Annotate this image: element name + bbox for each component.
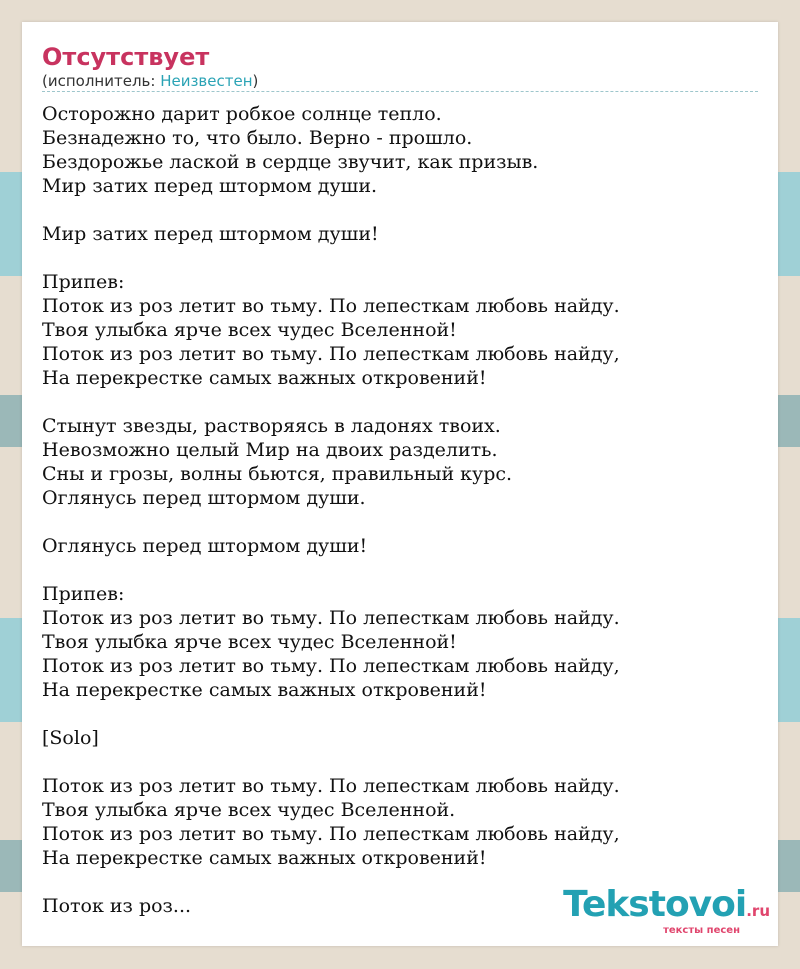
logo-wordmark	[563, 884, 770, 929]
artist-suffix: )	[252, 72, 259, 90]
logo-tagline: тексты песен	[663, 925, 740, 936]
lyrics-text: Осторожно дарит робкое солнце тепло. Безнадежно то, что было. Верно - прошло. Бездорожье лаской в сердце звучит, как призыв. Мир затих перед штормом души. Мир затих перед штормом души! Припев: Поток из роз летит во тьму. По лепесткам любовь найду. Твоя улыбка ярче всех чудес Вселенной! Поток из роз летит во тьму. По лепесткам любовь найду, На перекрестке самых важных откровений! Стынут звезды, растворяясь в ладонях твоих. Невозможно целый Мир на двоих разделить. Сны и грозы, волны бьются, правильный курс. Оглянусь перед штормом души. Оглянусь перед штормом души! Припев: Поток из роз летит во тьму. По лепесткам любовь найду. Твоя улыбка ярче всех чудес Вселенной! Поток из роз летит во тьму. По лепесткам любовь найду, На перекрестке самых важных откровений! [Solo] Поток из роз летит во тьму. По лепесткам любовь найду. Твоя улыбка ярче всех чудес Вселенной. Поток из роз летит во тьму. По лепесткам любовь найду, На перекрестке самых важных откровений! Поток из роз...	[42, 103, 620, 917]
title-divider	[42, 91, 758, 92]
song-title: Отсутствует	[42, 43, 210, 71]
logo-tld: .ru	[746, 902, 770, 920]
artist-prefix: (исполнитель:	[42, 72, 161, 90]
artist-link[interactable]: Неизвестен	[160, 72, 253, 90]
lyrics-card	[22, 22, 778, 946]
site-logo[interactable]	[563, 884, 770, 936]
artist-line	[42, 72, 758, 90]
logo-name: Tekstovoi	[563, 884, 747, 925]
